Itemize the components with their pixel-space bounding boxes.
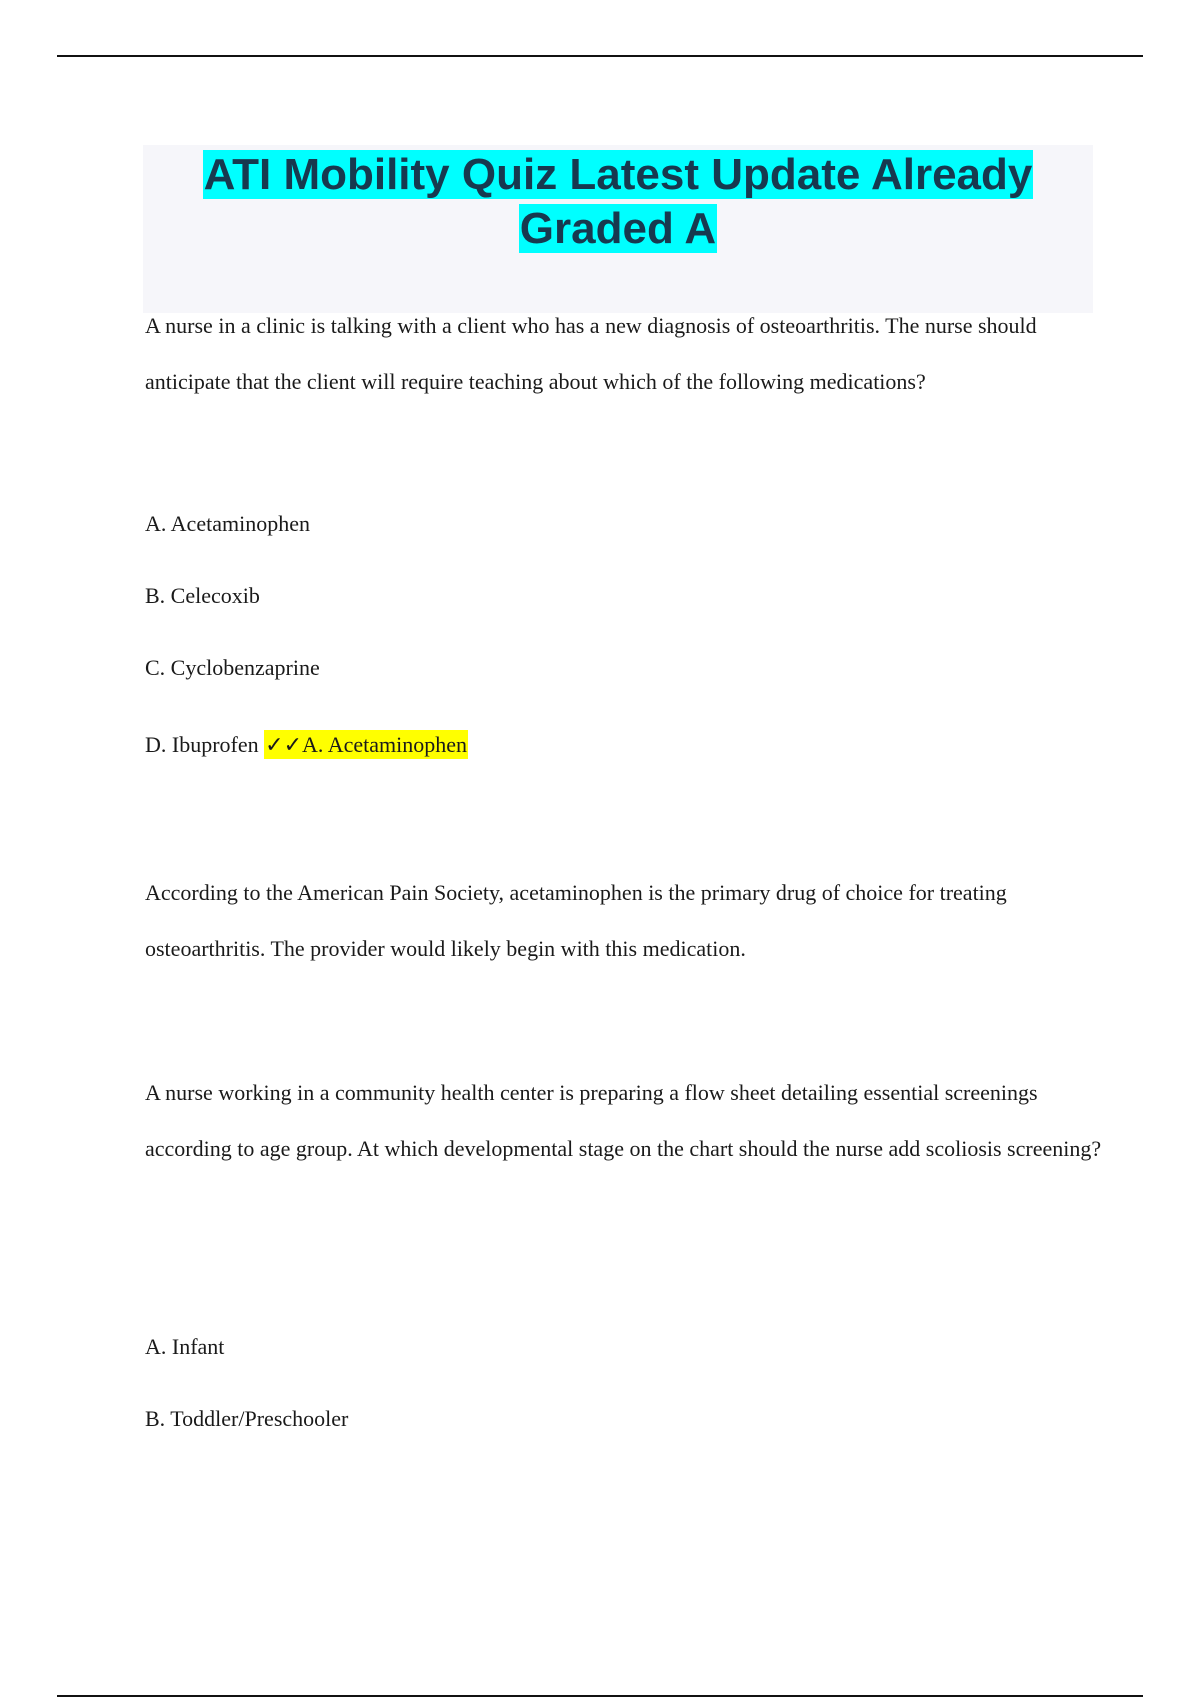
q1-option-d-row <box>145 730 468 761</box>
title-block <box>143 145 1093 313</box>
q1-option-b: B. Celecoxib <box>145 583 260 608</box>
q2-option-b: B. Toddler/Preschooler <box>145 1406 349 1431</box>
document-title <box>143 145 1093 256</box>
q1-option-d: D. Ibuprofen <box>145 732 259 757</box>
question-1-text: A nurse in a clinic is talking with a client who has a new diagnosis of osteoarthritis. The nurse should anticipate that the client will require teaching about which of the following medications? <box>145 313 1037 394</box>
title-line-1: ATI Mobility Quiz Latest Update Already <box>203 150 1033 199</box>
q1-option-a: A. Acetaminophen <box>145 511 310 536</box>
q1-rationale: According to the American Pain Society, acetaminophen is the primary drug of choice for treating osteoarthritis. The provider would likely begin with this medication. <box>145 880 1007 961</box>
double-check-icon: ✓✓ <box>265 733 303 758</box>
q2-option-a: A. Infant <box>145 1334 225 1359</box>
title-line-2: Graded A <box>519 204 717 253</box>
q1-answer-highlight <box>264 730 468 759</box>
top-rule <box>57 55 1143 57</box>
bottom-rule <box>57 1695 1143 1697</box>
question-2-text: A nurse working in a community health center is preparing a flow sheet detailing essential screenings according to age group. At which developmental stage on the chart should the nurse add scoliosis screening? <box>145 1080 1102 1161</box>
q1-option-c: C. Cyclobenzaprine <box>145 655 320 680</box>
q1-answer: A. Acetaminophen <box>302 732 467 757</box>
